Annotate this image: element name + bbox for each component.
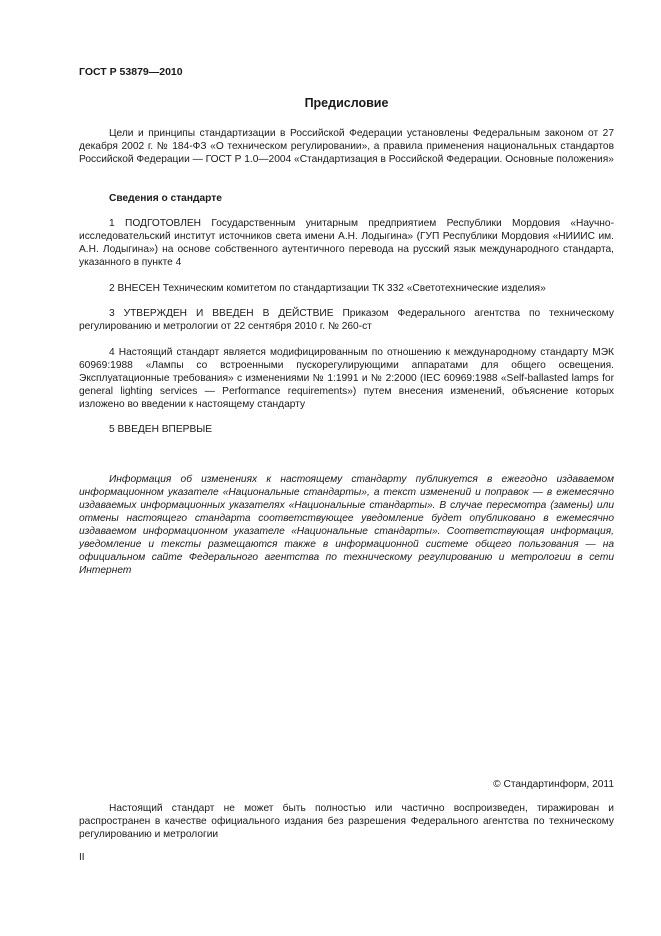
- list-item: 3 УТВЕРЖДЕН И ВВЕДЕН В ДЕЙСТВИЕ Приказом Федерального агентства по техническому регулированию и метрологии от 22 сентября 2010 г. № 260-ст: [79, 308, 614, 332]
- list-item: 4 Настоящий стандарт является модифицированным по отношению к международному стандарту МЭК 60969:1988 «Лампы со встроенными пускорегулирующими аппаратами для общего освещения. Эксплуатационные требования» с изменениями № 1:1991 и № 2:2000 (IEC 60969:1988 «Self-ballasted lamps for general lighting services — Performance requirements») путем внесения изменений, объяснение которых изложено во введении к настоящему стандарту: [79, 347, 614, 410]
- list-item: 5 ВВЕДЕН ВПЕРВЫЕ: [109, 424, 213, 435]
- section-heading: Сведения о стандарте: [109, 193, 222, 204]
- page-title: Предисловие: [304, 96, 389, 110]
- footer-paragraph: Настоящий стандарт не может быть полностью или частично воспроизведен, тиражирован и распространен в качестве официального издания без разрешения Федерального агентства по техническому регулированию и метрологии: [79, 803, 614, 840]
- notice-paragraph: Информация об изменениях к настоящему стандарту публикуется в ежегодно издаваемом информационном указателе «Национальные стандарты», а текст изменений и поправок — в ежемесячно издаваемых информационных указателях «Национальные стандарты». В случае пересмотра (замены) или отмены настоящего стандарта соответствующее уведомление будет опубликовано в ежемесячно издаваемом информационном указателе «Национальные стандарты». Соответствующая информация, уведомление и тексты размещаются также в информационной системе общего пользования — на официальном сайте Федерального агентства по техническому регулированию и метрологии в сети Интернет: [79, 474, 614, 576]
- document-code: ГОСТ Р 53879—2010: [79, 66, 183, 78]
- list-item: 1 ПОДГОТОВЛЕН Государственным унитарным предприятием Республики Мордовия «Научно-исследовательский институт источников света имени А.Н. Лодыгина» (ГУП Республики Мордовия «НИИИС им. А.Н. Лодыгина») на основе собственного аутентичного перевода на русский язык международного стандарта, указанного в пункте 4: [79, 218, 614, 268]
- intro-paragraph: Цели и принципы стандартизации в Российской Федерации установлены Федеральным законом от 27 декабря 2002 г. № 184-ФЗ «О техническом регулировании», а правила применения национальных стандартов Российской Федерации — ГОСТ Р 1.0—2004 «Стандартизация в Российской Федерации. Основные положения»: [79, 128, 614, 165]
- page-number: II: [79, 852, 85, 863]
- copyright: © Стандартинформ, 2011: [493, 779, 614, 790]
- list-item: 2 ВНЕСЕН Техническим комитетом по стандартизации ТК 332 «Светотехнические изделия»: [109, 283, 546, 294]
